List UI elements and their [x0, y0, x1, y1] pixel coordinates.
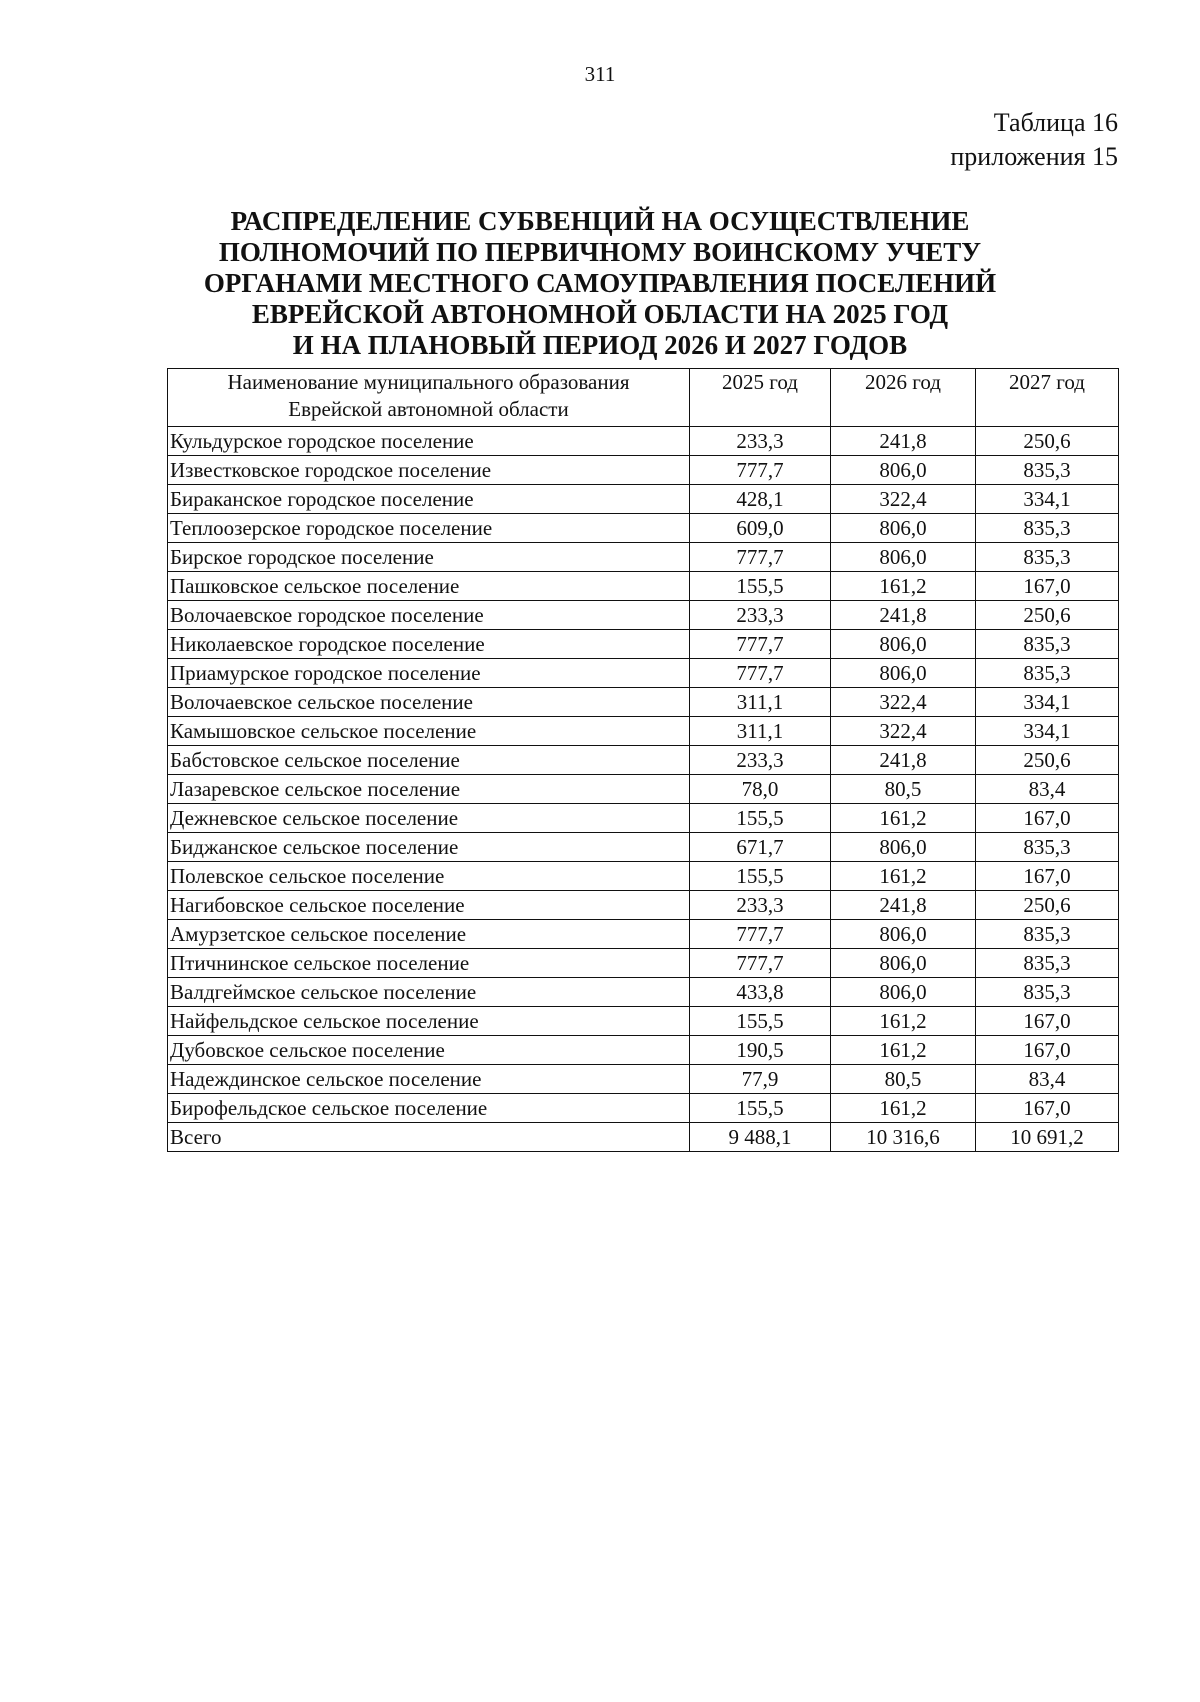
value-2025-cell: 671,7	[690, 833, 831, 862]
value-2025-cell: 433,8	[690, 978, 831, 1007]
value-2026-cell: 806,0	[831, 514, 976, 543]
value-2027-cell: 250,6	[976, 891, 1119, 920]
municipality-name-cell: Птичнинское сельское поселение	[168, 949, 690, 978]
municipality-name-cell: Дубовское сельское поселение	[168, 1036, 690, 1065]
table-total-row	[168, 1123, 1119, 1152]
value-2027-cell: 10 691,2	[976, 1123, 1119, 1152]
value-2027-cell: 835,3	[976, 514, 1119, 543]
value-2026-cell: 161,2	[831, 862, 976, 891]
value-2027-cell: 83,4	[976, 1065, 1119, 1094]
municipality-name-cell: Дежневское сельское поселение	[168, 804, 690, 833]
value-2025-cell: 155,5	[690, 1094, 831, 1123]
value-2026-cell: 806,0	[831, 659, 976, 688]
table-row	[168, 514, 1119, 543]
table-row	[168, 862, 1119, 891]
value-2026-cell: 10 316,6	[831, 1123, 976, 1152]
table-row	[168, 630, 1119, 659]
value-2026-cell: 80,5	[831, 775, 976, 804]
municipality-name-cell: Пашковское сельское поселение	[168, 572, 690, 601]
page-number: 311	[584, 62, 616, 86]
municipality-name-cell: Николаевское городское поселение	[168, 630, 690, 659]
value-2026-cell: 161,2	[831, 572, 976, 601]
value-2026-cell: 241,8	[831, 427, 976, 456]
table-row	[168, 688, 1119, 717]
value-2025-cell: 155,5	[690, 572, 831, 601]
value-2026-cell: 80,5	[831, 1065, 976, 1094]
municipality-name-cell: Найфельдское сельское поселение	[168, 1007, 690, 1036]
title-line: ЕВРЕЙСКОЙ АВТОНОМНОЙ ОБЛАСТИ НА 2025 ГОД	[251, 299, 949, 329]
value-2026-cell: 161,2	[831, 1036, 976, 1065]
value-2026-cell: 241,8	[831, 746, 976, 775]
table-row	[168, 456, 1119, 485]
value-2025-cell: 777,7	[690, 920, 831, 949]
value-2026-cell: 806,0	[831, 833, 976, 862]
value-2026-cell: 161,2	[831, 1094, 976, 1123]
value-2026-cell: 806,0	[831, 920, 976, 949]
header-municipality-line: Наименование муниципального образования	[227, 370, 630, 394]
table-row	[168, 427, 1119, 456]
value-2027-cell: 250,6	[976, 427, 1119, 456]
value-2027-cell: 835,3	[976, 920, 1119, 949]
value-2026-cell: 241,8	[831, 891, 976, 920]
table-row	[168, 572, 1119, 601]
value-2027-cell: 835,3	[976, 833, 1119, 862]
value-2027-cell: 167,0	[976, 1007, 1119, 1036]
table-row	[168, 659, 1119, 688]
value-2027-cell: 167,0	[976, 1036, 1119, 1065]
appendix-annex-label: приложения 15	[950, 142, 1118, 171]
value-2025-cell: 777,7	[690, 949, 831, 978]
value-2025-cell: 190,5	[690, 1036, 831, 1065]
municipality-name-cell: Волочаевское городское поселение	[168, 601, 690, 630]
value-2025-cell: 777,7	[690, 630, 831, 659]
value-2025-cell: 428,1	[690, 485, 831, 514]
municipality-name-cell: Приамурское городское поселение	[168, 659, 690, 688]
value-2027-cell: 835,3	[976, 456, 1119, 485]
municipality-name-cell: Камышовское сельское поселение	[168, 717, 690, 746]
value-2027-cell: 835,3	[976, 630, 1119, 659]
value-2026-cell: 806,0	[831, 543, 976, 572]
value-2026-cell: 806,0	[831, 978, 976, 1007]
header-2026: 2026 год	[831, 369, 976, 427]
value-2025-cell: 609,0	[690, 514, 831, 543]
value-2027-cell: 334,1	[976, 717, 1119, 746]
municipality-name-cell: Бирофельдское сельское поселение	[168, 1094, 690, 1123]
table-row	[168, 485, 1119, 514]
table-row	[168, 1094, 1119, 1123]
value-2027-cell: 167,0	[976, 862, 1119, 891]
municipality-name-cell: Бирское городское поселение	[168, 543, 690, 572]
value-2027-cell: 835,3	[976, 978, 1119, 1007]
table-row	[168, 920, 1119, 949]
value-2025-cell: 77,9	[690, 1065, 831, 1094]
municipality-name-cell: Полевское сельское поселение	[168, 862, 690, 891]
value-2027-cell: 334,1	[976, 485, 1119, 514]
value-2026-cell: 241,8	[831, 601, 976, 630]
document-title	[140, 206, 1060, 361]
municipality-name-cell: Кульдурское городское поселение	[168, 427, 690, 456]
title-line: ПОЛНОМОЧИЙ ПО ПЕРВИЧНОМУ ВОИНСКОМУ УЧЕТУ	[218, 237, 982, 267]
header-municipality	[168, 369, 690, 427]
municipality-name-cell: Биджанское сельское поселение	[168, 833, 690, 862]
value-2026-cell: 322,4	[831, 717, 976, 746]
value-2025-cell: 233,3	[690, 427, 831, 456]
table-row	[168, 601, 1119, 630]
table-row	[168, 746, 1119, 775]
appendix-reference	[950, 106, 1118, 174]
table-row	[168, 1007, 1119, 1036]
value-2025-cell: 311,1	[690, 717, 831, 746]
value-2027-cell: 83,4	[976, 775, 1119, 804]
municipality-name-cell: Нагибовское сельское поселение	[168, 891, 690, 920]
title-line: И НА ПЛАНОВЫЙ ПЕРИОД 2026 И 2027 ГОДОВ	[292, 330, 908, 360]
value-2025-cell: 777,7	[690, 456, 831, 485]
value-2026-cell: 161,2	[831, 804, 976, 833]
appendix-table-label: Таблица 16	[993, 108, 1118, 137]
value-2027-cell: 167,0	[976, 1094, 1119, 1123]
municipality-name-cell: Бираканское городское поселение	[168, 485, 690, 514]
value-2025-cell: 9 488,1	[690, 1123, 831, 1152]
municipality-name-cell: Лазаревское сельское поселение	[168, 775, 690, 804]
title-line: РАСПРЕДЕЛЕНИЕ СУБВЕНЦИЙ НА ОСУЩЕСТВЛЕНИЕ	[230, 206, 970, 236]
municipality-name-cell: Известковское городское поселение	[168, 456, 690, 485]
municipality-name-cell: Амурзетское сельское поселение	[168, 920, 690, 949]
allocation-table	[167, 368, 1119, 1152]
value-2026-cell: 806,0	[831, 949, 976, 978]
table-row	[168, 949, 1119, 978]
table-header-row	[168, 369, 1119, 427]
value-2027-cell: 835,3	[976, 659, 1119, 688]
value-2027-cell: 167,0	[976, 804, 1119, 833]
table-row	[168, 833, 1119, 862]
table-row	[168, 978, 1119, 1007]
table-row	[168, 891, 1119, 920]
municipality-name-cell: Всего	[168, 1123, 690, 1152]
table-row	[168, 1036, 1119, 1065]
value-2025-cell: 777,7	[690, 659, 831, 688]
table-row	[168, 543, 1119, 572]
value-2025-cell: 233,3	[690, 746, 831, 775]
value-2025-cell: 777,7	[690, 543, 831, 572]
table-row	[168, 1065, 1119, 1094]
table-row	[168, 717, 1119, 746]
value-2027-cell: 835,3	[976, 949, 1119, 978]
value-2025-cell: 155,5	[690, 804, 831, 833]
value-2027-cell: 250,6	[976, 746, 1119, 775]
value-2027-cell: 167,0	[976, 572, 1119, 601]
value-2025-cell: 155,5	[690, 1007, 831, 1036]
table-row	[168, 804, 1119, 833]
municipality-name-cell: Надеждинское сельское поселение	[168, 1065, 690, 1094]
value-2026-cell: 806,0	[831, 630, 976, 659]
value-2026-cell: 322,4	[831, 485, 976, 514]
value-2025-cell: 311,1	[690, 688, 831, 717]
value-2026-cell: 161,2	[831, 1007, 976, 1036]
title-line: ОРГАНАМИ МЕСТНОГО САМОУПРАВЛЕНИЯ ПОСЕЛЕНИЙ	[203, 268, 997, 298]
value-2027-cell: 334,1	[976, 688, 1119, 717]
value-2025-cell: 233,3	[690, 891, 831, 920]
header-2027: 2027 год	[976, 369, 1119, 427]
value-2025-cell: 155,5	[690, 862, 831, 891]
value-2026-cell: 322,4	[831, 688, 976, 717]
value-2025-cell: 78,0	[690, 775, 831, 804]
table-row	[168, 775, 1119, 804]
value-2025-cell: 233,3	[690, 601, 831, 630]
value-2027-cell: 835,3	[976, 543, 1119, 572]
header-2025: 2025 год	[690, 369, 831, 427]
table-body	[168, 427, 1119, 1152]
municipality-name-cell: Теплоозерское городское поселение	[168, 514, 690, 543]
value-2027-cell: 250,6	[976, 601, 1119, 630]
municipality-name-cell: Валдгеймское сельское поселение	[168, 978, 690, 1007]
value-2026-cell: 806,0	[831, 456, 976, 485]
municipality-name-cell: Бабстовское сельское поселение	[168, 746, 690, 775]
header-municipality-line: Еврейской автономной области	[288, 397, 569, 421]
municipality-name-cell: Волочаевское сельское поселение	[168, 688, 690, 717]
